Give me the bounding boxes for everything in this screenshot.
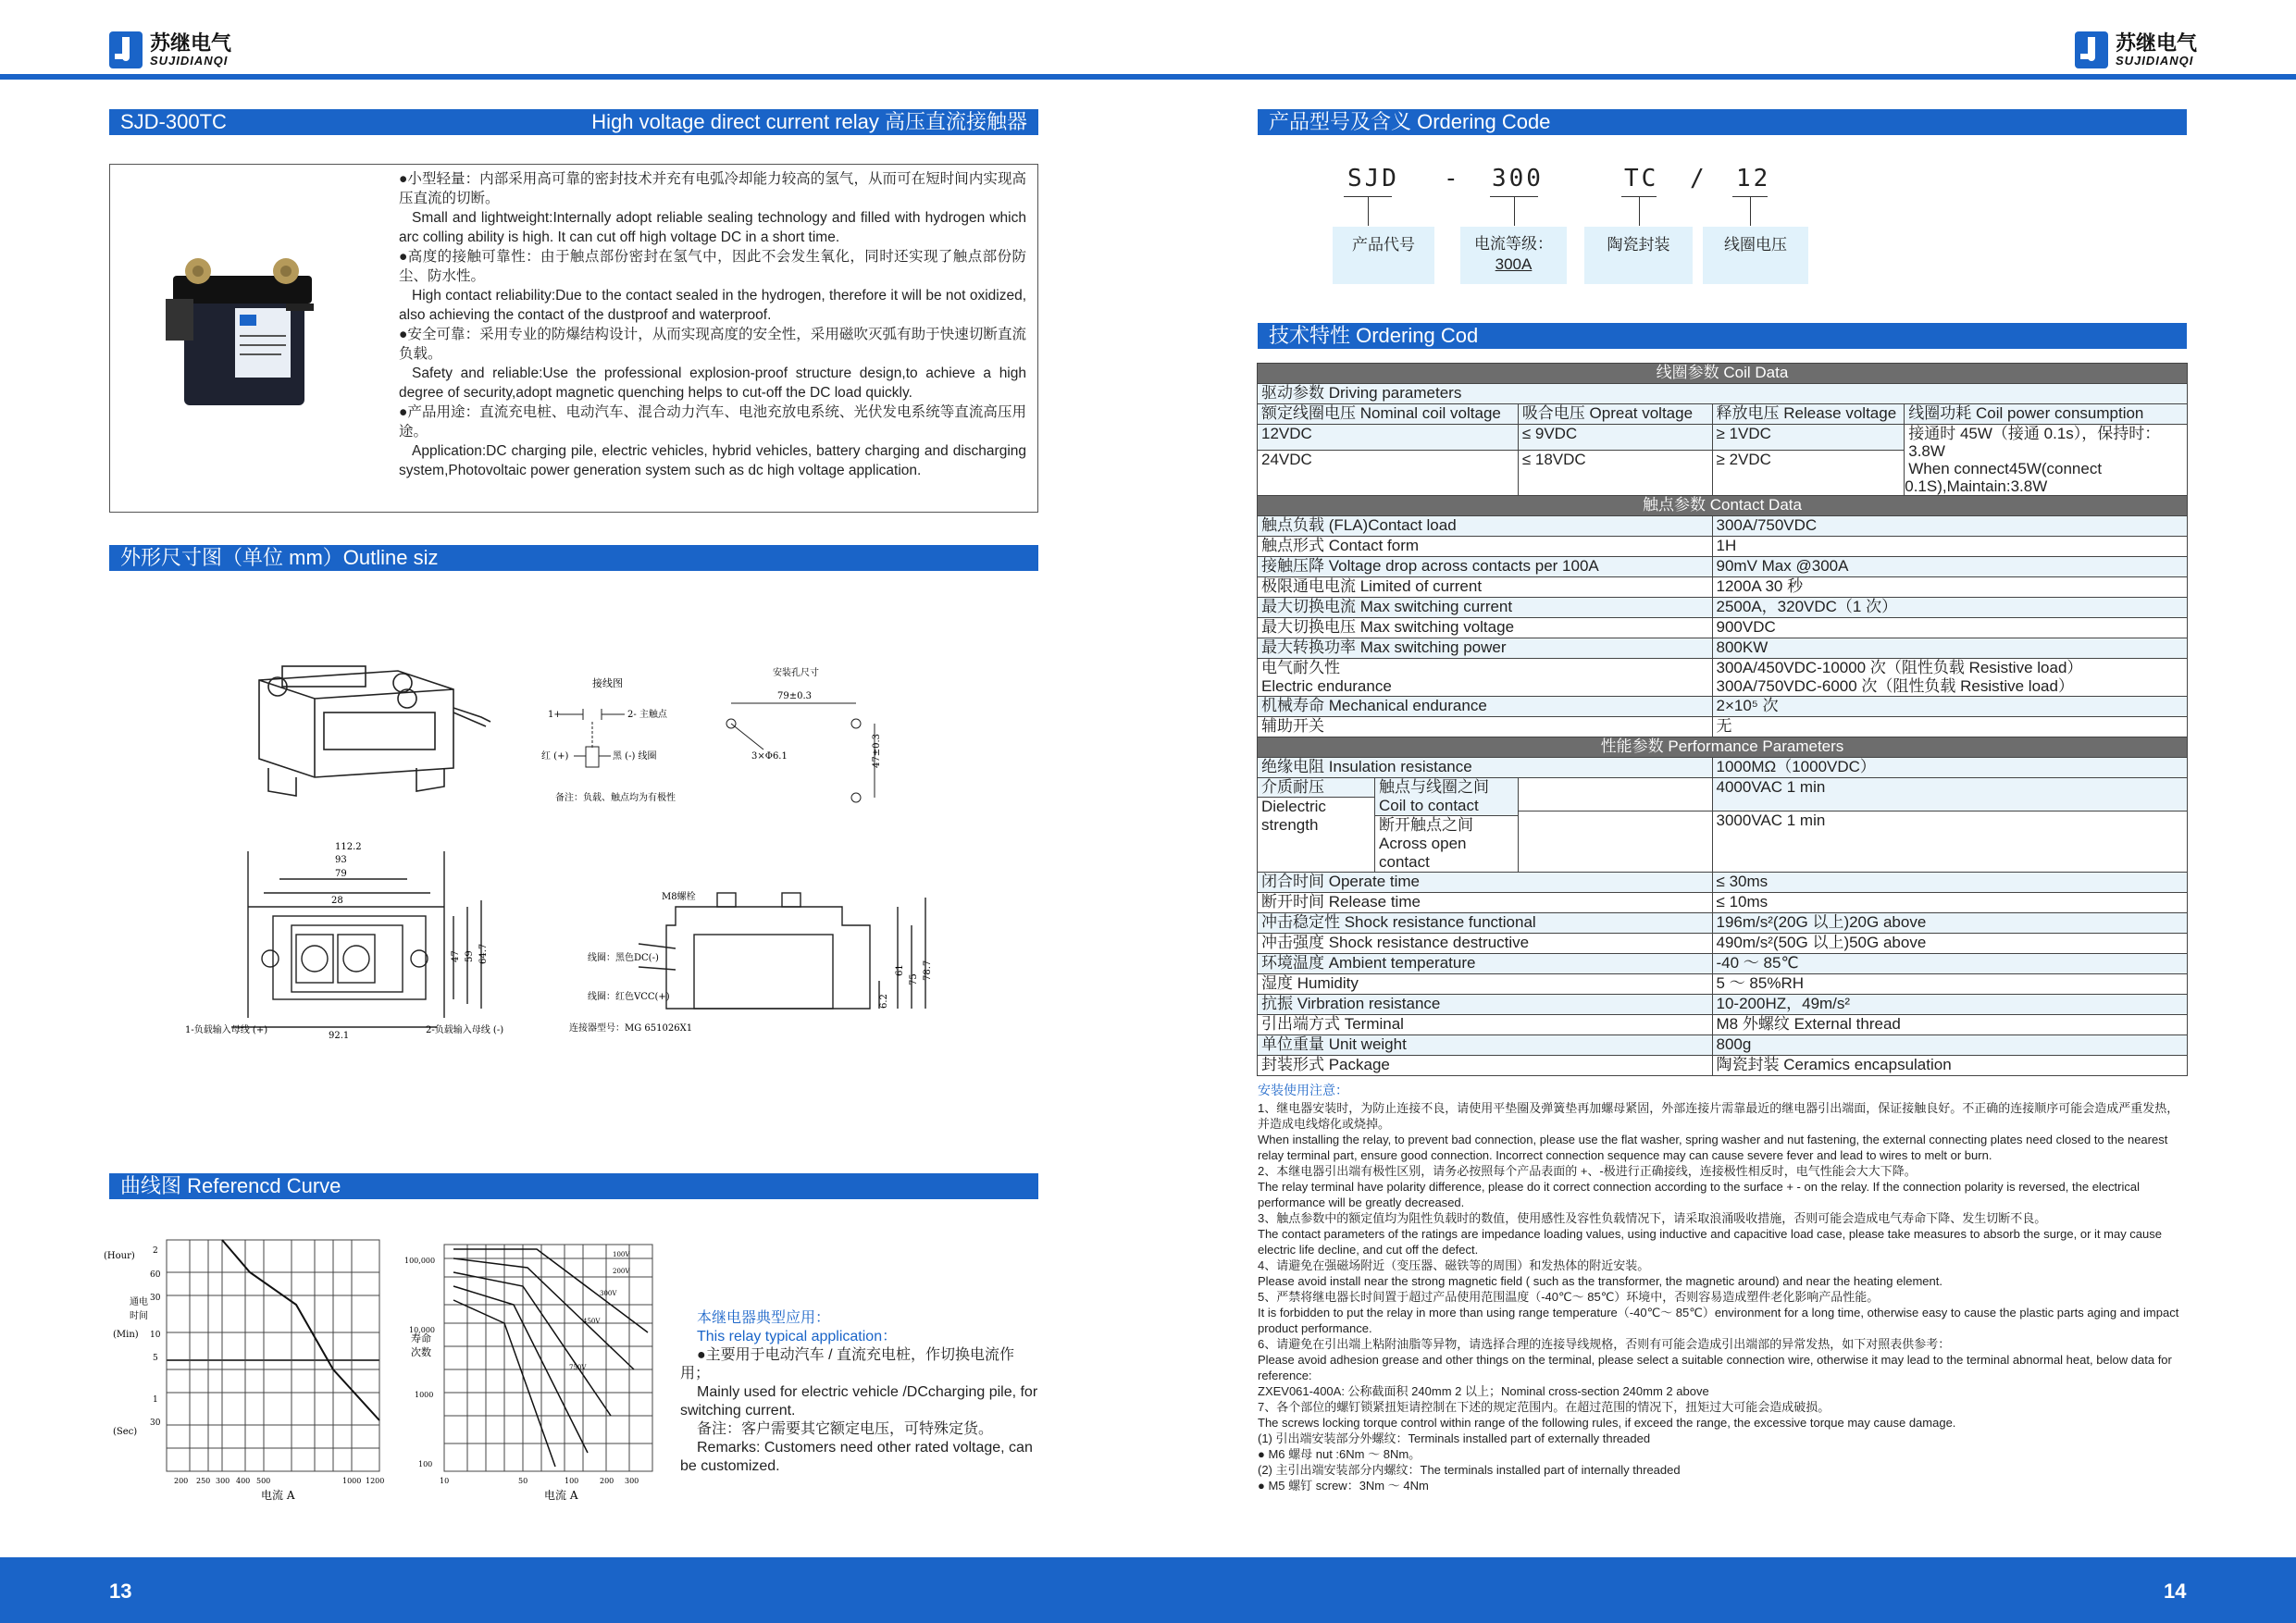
spec-value: 1200A 30 秒: [1712, 577, 2187, 598]
logo-en: SUJIDIANQI: [2116, 53, 2194, 68]
app-p3: 备注：客户需要其它额定电压，可特殊定货。: [697, 1421, 994, 1437]
note-line: Please avoid adhesion grease and other things on the terminal, please select a suitable connection wire, otherwise it may lead to the terminal abnormal heat, below data for reference:: [1258, 1353, 2172, 1382]
spec-label: 极限通电电流 Limited of current: [1258, 577, 1713, 598]
outline-drawing: [176, 629, 990, 1046]
intro-line: High contact reliability:Due to the contact sealed in the hydrogen, therefore it will be not oxidized, also achieving the contact of the dustproof and waterproof.: [399, 288, 1026, 323]
curve-chart-2: [398, 1231, 666, 1504]
front-dim-1: 61: [895, 964, 905, 976]
app-head1: 本继电器典型应用：: [697, 1310, 831, 1326]
note-line: It is forbidden to put the relay in more than using range temperature（-40℃～ 85℃）environment for a long time, otherwise easy to cause the plastic parts aging and impact product performance.: [1258, 1306, 2179, 1335]
wiring-title: 接线图: [592, 677, 623, 689]
c1-ylabel-mid2: 时间: [130, 1311, 148, 1321]
c2-line-label: 300V: [600, 1290, 617, 1297]
curve-title: 曲线图 Referencd Curve: [109, 1173, 1038, 1199]
elec-en: Electric endurance: [1261, 677, 1392, 695]
die-b1: 断开触点之间: [1379, 816, 1473, 834]
spec-label: 湿度 Humidity: [1258, 974, 1713, 995]
coil-power-1: 接通时 45W（接通 0.1s），保持时：3.8W: [1908, 425, 2161, 460]
note-line: 7、各个部位的螺钉锁紧扭矩请控制在下述的规定范围内。在超过范围的情况下，扭矩过大可能会造成破损。: [1258, 1400, 1831, 1414]
c2-ytick: 1000: [415, 1391, 434, 1399]
mount-hole-diagram: [726, 666, 882, 802]
curve-chart-1: [102, 1231, 398, 1504]
wiring-diagram: [541, 676, 676, 803]
spec-label: 最大切换电压 Max switching voltage: [1258, 618, 1713, 638]
product-desc: High voltage direct current relay 高压直流接触器: [591, 110, 1027, 133]
code-label-3: 陶瓷封装: [1584, 227, 1693, 284]
c1-ylabel-min: (Min): [113, 1330, 139, 1340]
wire-black-label: 线圈：黑色DC(-): [588, 953, 659, 963]
main-contact-label: 2- 主触点: [627, 710, 667, 720]
intro-line: ●安全可靠：采用专业的防爆结构设计，从而实现高度的安全性，采用磁吹灭弧有助于快速切断直流负载。: [399, 327, 1026, 362]
spec-value: 陶瓷封装 Ceramics encapsulation: [1712, 1056, 2187, 1076]
page-number-left: 13: [109, 1580, 132, 1603]
brand-logo-icon: [109, 31, 143, 68]
app-p4: Remarks: Customers need other rated voltage, can be customized.: [680, 1440, 1033, 1474]
spec-value: 196m/s²(20G 以上)20G above: [1712, 913, 2187, 934]
notes-title: 安装使用注意：: [1258, 1083, 1348, 1097]
c1-ytick: 5: [153, 1354, 158, 1363]
relay-iso-drawing: [259, 666, 490, 796]
c2-line-label: 200V: [613, 1268, 630, 1275]
intro-box: [109, 164, 1038, 513]
relay-photo: [147, 248, 332, 424]
product-title-bar: [109, 109, 1038, 135]
c2-line-label: 450V: [583, 1318, 601, 1325]
dielectric-subs: [1375, 778, 1518, 872]
code-label-1: 产品代号: [1333, 227, 1434, 284]
code-label-2a: 电流等级：: [1474, 235, 1553, 253]
dim-top-3: 28: [331, 896, 343, 906]
c1-xtick: 500: [256, 1477, 271, 1485]
coil-power: [1905, 425, 2188, 496]
coil-col: 线圈功耗 Coil power consumption: [1905, 404, 2188, 425]
c1-xtick: 200: [174, 1477, 189, 1485]
c1-ylabel-mid1: 通电: [130, 1297, 148, 1307]
application-text: [680, 1309, 1039, 1476]
c2-xtick: 100: [565, 1477, 579, 1485]
dim-side-0: 47: [451, 950, 461, 962]
code-label-4: 线圈电压: [1703, 227, 1808, 284]
spec-label: 抗振 Virbration resistance: [1258, 995, 1713, 1015]
elec-v1: 300A/450VDC-10000 次（阻性负载 Resistive load）: [1716, 659, 2083, 676]
front-dim-0: 6.2: [879, 994, 889, 1009]
intro-line: Application:DC charging pile, electric vehicles, hybrid vehicles, battery charging and discharging system,Photovoltaic power generation system such as dc high voltage application.: [399, 443, 1026, 478]
note-line: The contact parameters of the ratings are impedance loading values, using inductive and capacitive load case, please take measures to absorb the surge, or it may cause electric life decline, and cut off the defect.: [1258, 1227, 2162, 1257]
spec-label: 最大切换电流 Max switching current: [1258, 598, 1713, 618]
note-line: ZXEV061-400A: 公称截面积 240mm 2 以上；Nominal cross-section 240mm 2 above: [1258, 1384, 1709, 1398]
spec-table: [1257, 363, 2188, 1076]
spec-value: ≤ 30ms: [1712, 873, 2187, 893]
spec-value: 800KW: [1712, 638, 2187, 659]
brand-logo-icon: [2075, 31, 2108, 68]
c1-ytick: 30: [150, 1294, 161, 1303]
perf-header: 性能参数 Performance Parameters: [1258, 737, 2188, 758]
front-dim-2: 75: [909, 973, 919, 985]
dim-top-0: 112.2: [335, 842, 362, 852]
code-label-2: [1460, 227, 1567, 284]
spec-label: 冲击强度 Shock resistance destructive: [1258, 934, 1713, 954]
note-line: 2、本继电器引出端有极性区别，请务必按照每个产品表面的 +、-极进行正确接线，连接极性相反时，电气性能会大大下降。: [1258, 1164, 1917, 1178]
intro-line: Safety and reliable:Use the professional explosion-proof structure design,to achieve a high degree of security,adopt magnetic quenching helps to cut-off the DC load quickly.: [399, 365, 1026, 401]
app-head2: This relay typical application：: [697, 1329, 898, 1344]
coil-cell: ≥ 2VDC: [1712, 450, 1905, 495]
spec-label: 环境温度 Ambient temperature: [1258, 954, 1713, 974]
c1-xtick: 300: [216, 1477, 230, 1485]
intro-text: [399, 169, 1026, 480]
app-p1: ●主要用于电动汽车 / 直流充电桩，作切换电流作用；: [680, 1347, 1015, 1381]
note-line: 4、请避免在强磁场附近（变压器、磁铁等的周围）和发热体的附近安装。: [1258, 1258, 1650, 1272]
spec-value: 490m/s²(50G 以上)50G above: [1712, 934, 2187, 954]
elec-cn: 电气耐久性: [1261, 659, 1340, 676]
code-part-1: SJD: [1347, 165, 1399, 192]
logo-en: SUJIDIANQI: [150, 53, 229, 68]
product-model: SJD-300TC: [120, 110, 227, 133]
coil-col: 释放电压 Release voltage: [1712, 404, 1905, 425]
spec-label: 冲击稳定性 Shock resistance functional: [1258, 913, 1713, 934]
dim-side-1: 59: [465, 950, 475, 962]
spec-label: 最大转换功率 Max switching power: [1258, 638, 1713, 659]
coil-cell: 12VDC: [1258, 425, 1519, 451]
top-view-drawing: [231, 851, 481, 1027]
die-cn: 介质耐压: [1258, 778, 1374, 798]
c1-ylabel-top: (Hour): [104, 1251, 135, 1261]
c1-xtick: 1200: [366, 1477, 385, 1485]
front-view-drawing: [639, 893, 925, 1009]
note-line: (2) 主引出端安装部分内螺纹：The terminals installed part of internally threaded: [1258, 1463, 1681, 1477]
code-slash: /: [1690, 165, 1705, 192]
coil-power-2: When connect45W(connect: [1908, 460, 2103, 477]
spec-label: 辅助开关: [1258, 717, 1713, 737]
c2-xtick: 50: [518, 1477, 528, 1485]
black-label: 黑 (-) 线圈: [613, 751, 657, 762]
top-rule: [0, 74, 2296, 80]
spec-label: 触点负载 (FLA)Contact load: [1258, 516, 1713, 537]
c2-ytick: 10,000: [409, 1326, 435, 1334]
elec-endurance-value: [1712, 659, 2187, 697]
mount-dim2: 3×Φ6.1: [751, 751, 788, 762]
elec-v2: 300A/750VDC-6000 次（阻性负载 Resistive load）: [1716, 677, 2074, 695]
c1-ylabel-sec: (Sec): [113, 1427, 138, 1437]
spec-value: -40 ～ 85℃: [1712, 954, 2187, 974]
note-line: The relay terminal have polarity difference, please do it correct connection according to the surface + - on the relay. If the connection polarity is reversed, the electrical performance will be greatly decreased.: [1258, 1180, 2140, 1209]
c2-xtick: 300: [625, 1477, 639, 1485]
note-line: When installing the relay, to prevent bad connection, please use the flat washer, spring washer and nut fastening, the external connecting plates need closed to the nearest relay terminal part, ensure good connection. Incorrect connection sequence may can cause severe fever and lead to wires to melt or burn.: [1258, 1133, 2168, 1162]
spec-label: 引出端方式 Terminal: [1258, 1015, 1713, 1035]
c2-xtick: 200: [600, 1477, 614, 1485]
intro-line: ●产品用途：直流充电桩、电动汽车、混合动力汽车、电池充放电系统、光伏发电系统等直流高压用途。: [399, 404, 1026, 440]
mount-dim3: 47±0.3: [872, 733, 882, 768]
c1-ytick: 1: [153, 1395, 158, 1405]
spec-label: 接触压降 Voltage drop across contacts per 100A: [1258, 557, 1713, 577]
app-p2: Mainly used for electric vehicle /DCcharging pile, for switching current.: [680, 1384, 1038, 1419]
note-line: (1) 引出端安装部分外螺纹：Terminals installed part of externally threaded: [1258, 1431, 1651, 1445]
c1-ytick: 2: [153, 1246, 158, 1256]
note-line: 6、请避免在引出端上粘附油脂等异物，请选择合理的连接导线规格，否则有可能会造成引出端部的异常发热，如下对照表供参考：: [1258, 1337, 1951, 1351]
spec-value: ≤ 10ms: [1712, 893, 2187, 913]
coil-drive: 驱动参数 Driving parameters: [1258, 384, 2188, 404]
spec-value: 2×10⁵ 次: [1712, 697, 2187, 717]
spec-value: 300A/750VDC: [1712, 516, 2187, 537]
spec-value: 800g: [1712, 1035, 2187, 1056]
c1-ytick: 10: [150, 1331, 161, 1340]
c2-line-label: 100V: [613, 1251, 630, 1258]
spec-value: 无: [1712, 717, 2187, 737]
c2-ytick: 100: [418, 1460, 433, 1468]
coil-cell: ≤ 18VDC: [1518, 450, 1712, 495]
dim-top-1: 93: [335, 855, 347, 865]
wiring-note: 备注：负载、触点均为有极性: [555, 793, 676, 803]
spec-table-wrap: [1257, 363, 2188, 1076]
svg-text:1+: 1+: [548, 710, 562, 720]
code-part-2: 300: [1492, 165, 1544, 192]
c2-line-label: 750V: [569, 1364, 587, 1371]
spec-title: 技术特性 Ordering Cod: [1258, 323, 2187, 349]
coil-cell: ≤ 9VDC: [1518, 425, 1712, 451]
die-a: 触点与线圈之间 Coil to contact: [1375, 778, 1518, 816]
contact-header: 触点参数 Contact Data: [1258, 496, 2188, 516]
c2-ytick: 100,000: [404, 1257, 436, 1265]
page-number-right: 14: [2164, 1580, 2187, 1603]
coil-power-3: 0.1S),Maintain:3.8W: [1905, 477, 2048, 495]
c2-ylabel: 寿命: [411, 1332, 431, 1344]
spec-value: 2500A，320VDC（1 次）: [1712, 598, 2187, 618]
spec-value: 1000MΩ（1000VDC）: [1712, 758, 2187, 778]
c1-xtick: 1000: [342, 1477, 362, 1485]
spec-label: 触点形式 Contact form: [1258, 537, 1713, 557]
spec-value: 90mV Max @300A: [1712, 557, 2187, 577]
coil-cell: ≥ 1VDC: [1712, 425, 1905, 451]
coil-col: 额定线圈电压 Nominal coil voltage: [1258, 404, 1519, 425]
logo-cn: 苏继电气: [150, 31, 232, 55]
note-line: 3、触点参数中的额定值均为阻性负载时的数值，使用感性及容性负载情况下，请采取浪涌吸收措施，否则可能会造成电气寿命下降、发生切断不良。: [1258, 1211, 2047, 1225]
c2-xlabel: 电流 A: [544, 1489, 578, 1502]
c1-xtick: 400: [236, 1477, 251, 1485]
code-part-3: TC: [1624, 165, 1659, 192]
c1-ytick: 30: [150, 1419, 161, 1428]
intro-line: ●小型轻量：内部采用高可靠的密封技术并充有电弧冷却能力较高的氢气，从而可在短时间内实现高压直流的切断。: [399, 171, 1026, 206]
c1-xtick: 250: [196, 1477, 211, 1485]
die-a-value: 4000VAC 1 min: [1712, 778, 2187, 812]
c2-xtick: 10: [440, 1477, 450, 1485]
elec-endurance-label: [1258, 659, 1713, 697]
note-line: The screws locking torque control within range of the following rules, if exceed the range, the excessive torque may cause damage.: [1258, 1416, 1956, 1430]
footer-bar: [0, 1557, 2296, 1623]
spec-label: 断开时间 Release time: [1258, 893, 1713, 913]
dim-top-2: 79: [335, 869, 347, 879]
spec-value: 5 ～ 85%RH: [1712, 974, 2187, 995]
dielectric-label: [1258, 778, 1519, 873]
mount-title: 安装孔尺寸: [773, 668, 819, 678]
logo-cn: 苏继电气: [2116, 31, 2198, 55]
spec-value: 10-200HZ，49m/s²: [1712, 995, 2187, 1015]
spec-value: 900VDC: [1712, 618, 2187, 638]
ordering-code-title: 产品型号及含义 Ordering Code: [1258, 109, 2187, 135]
spec-label: 闭合时间 Operate time: [1258, 873, 1713, 893]
code-dash: -: [1444, 165, 1458, 192]
front-dim-3: 78.7: [923, 960, 933, 981]
coil-cell: 24VDC: [1258, 450, 1519, 495]
logo-right: [2075, 31, 2197, 68]
spec-label: 绝缘电阻 Insulation resistance: [1258, 758, 1713, 778]
c1-xlabel: 电流 A: [261, 1489, 295, 1502]
c1-ytick: 60: [150, 1270, 161, 1280]
dim-side-2: 64.7: [478, 943, 489, 964]
code-label-2b: 300A: [1495, 255, 1533, 273]
intro-line: ●高度的接触可靠性：由于触点部份密封在氢气中，因此不会发生氧化，同时还实现了触点部份防尘、防水性。: [399, 249, 1026, 284]
note-line: 5、严禁将继电器长时间置于超过产品使用范围温度（-40℃～ 85℃）环境中，否则容易造成塑件老化影响产品性能。: [1258, 1290, 1880, 1304]
logo-left: [109, 31, 231, 68]
die-b-value: 3000VAC 1 min: [1712, 811, 2187, 872]
dim-bottom: 92.1: [329, 1031, 350, 1041]
note-line: ● M6 螺母 nut :6Nm ～ 8Nm。: [1258, 1447, 1421, 1461]
install-notes: [1258, 1083, 2188, 1493]
spec-label: 封装形式 Package: [1258, 1056, 1713, 1076]
coil-header: 线圈参数 Coil Data: [1258, 364, 2188, 384]
spec-value: M8 外螺纹 External thread: [1712, 1015, 2187, 1035]
coil-col: 吸合电压 Opreat voltage: [1518, 404, 1712, 425]
note-line: Please avoid install near the strong magnetic field ( such as the transformer, the magnetic around) and near the heating element.: [1258, 1274, 1942, 1288]
connector-label: 连接器型号：MG 651026X1: [569, 1023, 693, 1034]
spec-value: 1H: [1712, 537, 2187, 557]
curve-2-lines: [453, 1249, 648, 1467]
die-en2: strength: [1261, 816, 1319, 834]
label-right-bus: 2-负载输入母线 (-): [426, 1025, 504, 1035]
screw-label: M8螺栓: [662, 892, 696, 902]
spec-label: 单位重量 Unit weight: [1258, 1035, 1713, 1056]
code-part-4: 12: [1736, 165, 1771, 192]
label-left-bus: 1-负载输入母线 (+): [185, 1025, 268, 1035]
note-line: 1、继电器安装时，为防止连接不良，请使用平垫圈及弹簧垫再加螺母紧固，外部连接片需靠最近的继电器引出端面，保证接触良好。不正确的连接顺序可能会造成严重发热，并造成电线熔化或烧掉。: [1258, 1101, 2179, 1131]
intro-line: Small and lightweight:Internally adopt reliable sealing technology and filled with hydrogen which arc colling ability is high. It can cut off high voltage DC in a short time.: [399, 210, 1026, 245]
c2-ylabel: 次数: [411, 1346, 431, 1358]
spec-label: 机械寿命 Mechanical endurance: [1258, 697, 1713, 717]
mount-dim1: 79±0.3: [777, 691, 813, 701]
red-label: 红 (+): [541, 751, 569, 762]
note-line: ● M5 螺钉 screw：3Nm ～ 4Nm: [1258, 1479, 1429, 1493]
outline-title: 外形尺寸图（单位 mm）Outline siz: [109, 545, 1038, 571]
wire-red-label: 线圈：红色VCC(+): [588, 992, 670, 1002]
dielectric-cn-en: [1258, 778, 1375, 872]
die-b2: Across open contact: [1379, 835, 1467, 871]
die-en1: Dielectric: [1261, 798, 1326, 815]
